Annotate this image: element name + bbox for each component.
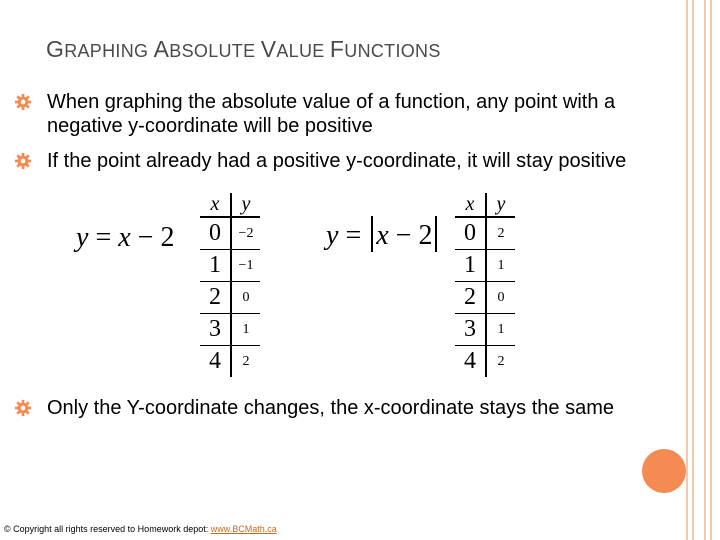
table-header-y: y — [486, 193, 515, 217]
decorative-rail — [692, 0, 694, 540]
bullet-item — [14, 396, 674, 420]
decorative-rail — [704, 0, 706, 540]
decorative-rail — [686, 0, 688, 540]
table-row — [455, 217, 515, 250]
footer-link[interactable]: www.BCMath.ca — [210, 524, 277, 534]
table-row — [455, 250, 515, 282]
table-cell-y: 1 — [486, 250, 515, 282]
table-cell-y: −2 — [238, 225, 254, 241]
table-cell-x: 2 — [455, 282, 486, 314]
copyright-text: © Copyright all rights reserved to Homework depot: — [4, 524, 211, 534]
table-cell-y: 0 — [486, 282, 515, 314]
table-header-x: x — [455, 193, 486, 217]
table-cell-y: 1 — [231, 314, 260, 346]
table-cell-y: 1 — [486, 314, 515, 346]
table-linear — [200, 193, 260, 377]
title-rest: ALUE — [276, 41, 330, 61]
decorative-rail — [710, 0, 712, 540]
table-header-y: y — [231, 193, 260, 217]
table-cell-y: −1 — [231, 250, 260, 282]
equation-rest: − 2 — [388, 220, 433, 251]
gear-icon — [14, 399, 32, 417]
table-row — [455, 282, 515, 314]
table-cell-x: 1 — [455, 250, 486, 282]
equation-x: x — [376, 220, 389, 251]
table-cell-y: 2 — [231, 346, 260, 378]
title-rest: UNCTIONS — [344, 41, 441, 61]
gear-icon — [14, 152, 32, 170]
table-cell-x: 3 — [455, 314, 486, 346]
equation-lhs: y — [326, 220, 339, 251]
bullet-item — [14, 90, 674, 138]
copyright-footer — [4, 524, 277, 534]
page-title — [46, 36, 441, 63]
equation-linear — [76, 222, 174, 254]
title-cap: F — [329, 36, 345, 62]
table-cell-x: 1 — [200, 250, 231, 282]
table-cell-x: 0 — [200, 217, 231, 250]
abs-bar-left — [371, 216, 373, 252]
table-cell-x: 4 — [455, 346, 486, 378]
table-cell-x: 4 — [200, 346, 231, 378]
table-absolute — [455, 193, 515, 377]
table-header-x: x — [200, 193, 231, 217]
table-row — [200, 250, 260, 282]
abs-bar-right — [435, 216, 437, 252]
equation-absolute — [326, 216, 440, 252]
table-row — [200, 217, 260, 250]
title-cap: G — [46, 36, 65, 62]
bullet-text: If the point already had a positive y-coordinate, it will stay positive — [47, 150, 627, 172]
equation-equals: = — [88, 222, 119, 253]
equation-rest: − 2 — [130, 222, 175, 253]
table-cell-x: 0 — [455, 217, 486, 250]
bullet-text: When graphing the absolute value of a function, any point with a negative y-coordinate will be positive — [47, 91, 616, 137]
table-row — [200, 314, 260, 346]
equation-equals: = — [338, 220, 369, 251]
title-cap: V — [260, 36, 277, 62]
table-cell-y: 2 — [486, 346, 515, 378]
equation-lhs: y — [76, 222, 89, 253]
decorative-circle — [642, 449, 686, 493]
bullet-item — [14, 149, 674, 173]
gear-icon — [14, 93, 32, 111]
table-row — [200, 282, 260, 314]
table-cell-y: 0 — [231, 282, 260, 314]
title-cap: A — [153, 36, 170, 62]
table-cell-x: 3 — [200, 314, 231, 346]
table-cell-x: 2 — [200, 282, 231, 314]
table-row — [455, 314, 515, 346]
table-row — [455, 346, 515, 378]
table-row — [200, 346, 260, 378]
table-cell-y: 2 — [497, 225, 505, 241]
bullet-text: Only the Y-coordinate changes, the x-coordinate stays the same — [47, 397, 615, 419]
title-rest: BSOLUTE — [169, 41, 261, 61]
title-rest: RAPHING — [64, 41, 154, 61]
equation-x: x — [118, 222, 131, 253]
